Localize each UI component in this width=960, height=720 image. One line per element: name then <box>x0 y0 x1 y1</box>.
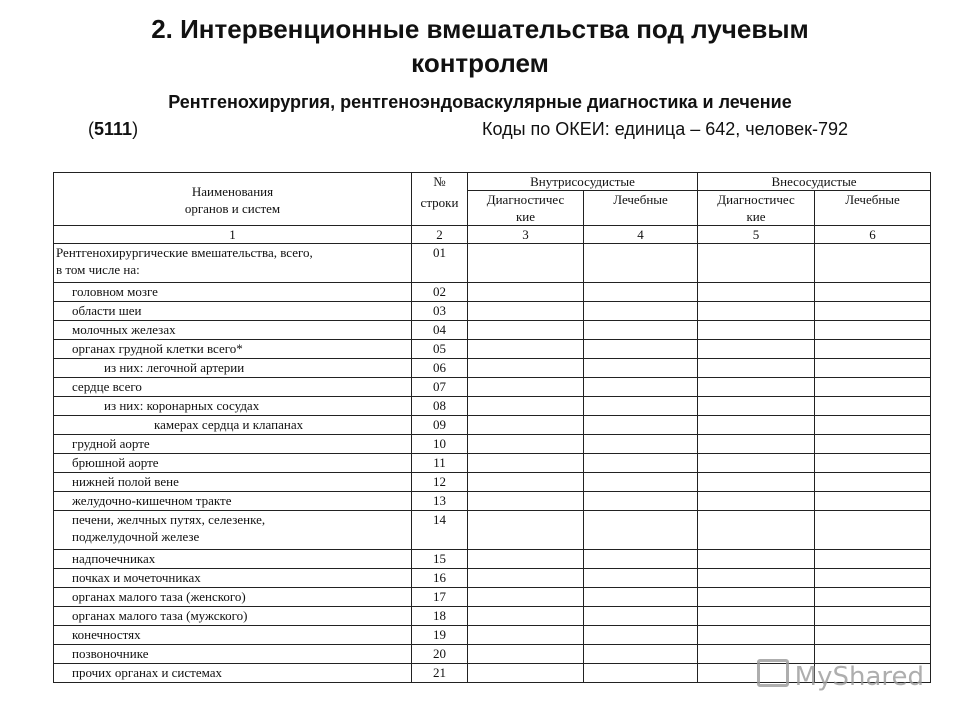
value-cell[interactable] <box>584 302 698 321</box>
row-name: конечностях <box>54 626 412 645</box>
value-cell[interactable] <box>815 283 931 302</box>
watermark <box>757 659 924 692</box>
row-code: 18 <box>412 607 468 626</box>
value-cell[interactable] <box>584 550 698 569</box>
table-row <box>54 492 931 511</box>
column-index: 3 <box>468 226 584 244</box>
value-cell[interactable] <box>468 607 584 626</box>
value-cell[interactable] <box>468 435 584 454</box>
header-extravascular: Внесосудистые <box>698 173 931 191</box>
value-cell[interactable] <box>584 473 698 492</box>
value-cell[interactable] <box>698 397 815 416</box>
value-cell[interactable] <box>815 435 931 454</box>
table-row <box>54 454 931 473</box>
value-cell[interactable] <box>698 626 815 645</box>
column-index: 4 <box>584 226 698 244</box>
code-value: 5111 <box>94 119 133 139</box>
value-cell[interactable] <box>815 492 931 511</box>
header-number-cell <box>412 173 468 226</box>
value-cell[interactable] <box>815 473 931 492</box>
table-row <box>54 626 931 645</box>
row-name: головном мозге <box>54 283 412 302</box>
row-code: 06 <box>412 359 468 378</box>
table-row <box>54 283 931 302</box>
value-cell[interactable] <box>468 626 584 645</box>
watermark-text: MyShared <box>794 662 924 692</box>
value-cell[interactable] <box>815 340 931 359</box>
row-name: органах малого таза (женского) <box>54 588 412 607</box>
value-cell[interactable] <box>584 492 698 511</box>
value-cell[interactable] <box>698 378 815 397</box>
row-code: 15 <box>412 550 468 569</box>
column-index: 2 <box>412 226 468 244</box>
table-row <box>54 511 931 550</box>
row-name: нижней полой вене <box>54 473 412 492</box>
column-index: 1 <box>54 226 412 244</box>
value-cell[interactable] <box>698 435 815 454</box>
table-row <box>54 378 931 397</box>
row-name-line-2: поджелудочной железе <box>72 529 200 544</box>
value-cell[interactable] <box>584 664 698 683</box>
column-index: 5 <box>698 226 815 244</box>
value-cell[interactable] <box>468 397 584 416</box>
value-cell[interactable] <box>815 588 931 607</box>
row-name: грудной аорте <box>54 435 412 454</box>
table-row <box>54 435 931 454</box>
header-extra-treatment: Лечебные <box>815 191 931 226</box>
presentation-icon <box>757 659 789 687</box>
value-cell[interactable] <box>468 664 584 683</box>
value-cell[interactable] <box>815 454 931 473</box>
value-cell[interactable] <box>698 511 815 550</box>
row-code: 13 <box>412 492 468 511</box>
value-cell[interactable] <box>815 511 931 550</box>
value-cell[interactable] <box>584 283 698 302</box>
diag-line-1: Диагностичес <box>486 192 565 207</box>
header-row-1 <box>54 173 931 191</box>
row-code: 16 <box>412 569 468 588</box>
diag-line-2: кие <box>746 209 766 224</box>
header-name-line-1: Наименования <box>191 184 274 199</box>
value-cell[interactable] <box>698 340 815 359</box>
value-cell[interactable] <box>698 416 815 435</box>
okei-codes: Коды по ОКЕИ: единица – 642, человек-792 <box>482 119 849 139</box>
value-cell[interactable] <box>815 607 931 626</box>
value-cell[interactable] <box>584 626 698 645</box>
value-cell[interactable] <box>698 588 815 607</box>
value-cell[interactable] <box>584 569 698 588</box>
row-name: камерах сердца и клапанах <box>54 416 412 435</box>
value-cell[interactable] <box>698 454 815 473</box>
row-name: органах грудной клетки всего* <box>54 340 412 359</box>
table-row <box>54 588 931 607</box>
table-row <box>54 302 931 321</box>
diag-line-2: кие <box>515 209 536 224</box>
page-subtitle: Рентгенохирургия, рентгеноэндоваскулярные диагностика и лечение <box>168 92 792 112</box>
value-cell[interactable] <box>468 321 584 340</box>
row-code: 11 <box>412 454 468 473</box>
row-code: 17 <box>412 588 468 607</box>
value-cell[interactable] <box>584 454 698 473</box>
value-cell[interactable] <box>468 378 584 397</box>
value-cell[interactable] <box>468 588 584 607</box>
value-cell[interactable] <box>698 244 815 283</box>
value-cell[interactable] <box>815 378 931 397</box>
value-cell[interactable] <box>815 302 931 321</box>
value-cell[interactable] <box>815 416 931 435</box>
value-cell[interactable] <box>698 550 815 569</box>
row-name-line-1: Рентгенохирургические вмешательства, всего, <box>56 245 313 260</box>
row-name <box>54 244 412 283</box>
page-title-line-2: контролем <box>411 48 549 78</box>
table-row <box>54 569 931 588</box>
row-name-line-2: в том числе на: <box>56 262 140 277</box>
value-cell[interactable] <box>584 340 698 359</box>
value-cell[interactable] <box>468 416 584 435</box>
form-table <box>53 172 931 683</box>
value-cell[interactable] <box>584 588 698 607</box>
row-code: 08 <box>412 397 468 416</box>
row-name: из них: коронарных сосудах <box>54 397 412 416</box>
table-row <box>54 397 931 416</box>
row-code: 01 <box>412 244 468 283</box>
value-cell[interactable] <box>698 569 815 588</box>
table-row <box>54 550 931 569</box>
page-title-line-1: 2. Интервенционные вмешательства под лучевым <box>151 14 809 44</box>
row-code: 09 <box>412 416 468 435</box>
table-row <box>54 473 931 492</box>
row-code: 05 <box>412 340 468 359</box>
value-cell[interactable] <box>468 359 584 378</box>
value-cell[interactable] <box>468 302 584 321</box>
row-name: брюшной аорте <box>54 454 412 473</box>
value-cell[interactable] <box>584 321 698 340</box>
value-cell[interactable] <box>584 416 698 435</box>
value-cell[interactable] <box>584 397 698 416</box>
table-row <box>54 244 931 283</box>
value-cell[interactable] <box>698 302 815 321</box>
table-row <box>54 359 931 378</box>
table-row <box>54 321 931 340</box>
row-code: 19 <box>412 626 468 645</box>
value-cell[interactable] <box>584 607 698 626</box>
row-name: молочных железах <box>54 321 412 340</box>
value-cell[interactable] <box>584 645 698 664</box>
row-code: 02 <box>412 283 468 302</box>
value-cell[interactable] <box>815 550 931 569</box>
value-cell[interactable] <box>468 569 584 588</box>
row-name <box>54 511 412 550</box>
row-name: области шеи <box>54 302 412 321</box>
value-cell[interactable] <box>468 492 584 511</box>
value-cell[interactable] <box>698 607 815 626</box>
column-index-row <box>54 226 931 244</box>
value-cell[interactable] <box>468 473 584 492</box>
row-code: 12 <box>412 473 468 492</box>
header-extra-diagnostic <box>698 191 815 226</box>
row-name: почках и мочеточниках <box>54 569 412 588</box>
value-cell[interactable] <box>815 569 931 588</box>
value-cell[interactable] <box>698 473 815 492</box>
row-code: 07 <box>412 378 468 397</box>
value-cell[interactable] <box>584 244 698 283</box>
header-number-label: строки <box>420 195 459 210</box>
value-cell[interactable] <box>698 359 815 378</box>
row-code: 20 <box>412 645 468 664</box>
row-name-line-1: печени, желчных путях, селезенке, <box>72 512 266 527</box>
row-name: сердце всего <box>54 378 412 397</box>
row-code: 10 <box>412 435 468 454</box>
header-number-sign: № <box>433 174 446 189</box>
header-name-line-2: органов и систем <box>184 201 281 216</box>
row-code: 14 <box>412 511 468 550</box>
header-intra-diagnostic <box>468 191 584 226</box>
code-close-paren: ) <box>132 119 139 139</box>
value-cell[interactable] <box>815 321 931 340</box>
table-row <box>54 416 931 435</box>
value-cell[interactable] <box>584 435 698 454</box>
value-cell[interactable] <box>584 511 698 550</box>
value-cell[interactable] <box>468 511 584 550</box>
value-cell[interactable] <box>468 283 584 302</box>
value-cell[interactable] <box>468 340 584 359</box>
value-cell[interactable] <box>584 378 698 397</box>
value-cell[interactable] <box>584 359 698 378</box>
row-code: 03 <box>412 302 468 321</box>
table-row <box>54 607 931 626</box>
row-code: 21 <box>412 664 468 683</box>
value-cell[interactable] <box>698 321 815 340</box>
value-cell[interactable] <box>468 550 584 569</box>
value-cell[interactable] <box>468 244 584 283</box>
form-code <box>88 116 138 142</box>
row-name: надпочечниках <box>54 550 412 569</box>
diag-line-1: Диагностичес <box>717 192 795 207</box>
value-cell[interactable] <box>815 626 931 645</box>
header-intra-treatment: Лечебные <box>584 191 698 226</box>
value-cell[interactable] <box>698 492 815 511</box>
value-cell[interactable] <box>698 283 815 302</box>
value-cell[interactable] <box>815 244 931 283</box>
row-code: 04 <box>412 321 468 340</box>
row-name: органах малого таза (мужского) <box>54 607 412 626</box>
value-cell[interactable] <box>815 359 931 378</box>
header-name-cell <box>54 173 412 226</box>
code-open-paren: ( <box>88 119 94 139</box>
row-name: из них: легочной артерии <box>54 359 412 378</box>
value-cell[interactable] <box>468 454 584 473</box>
header-intravascular: Внутрисосудистые <box>468 173 698 191</box>
table-row <box>54 340 931 359</box>
value-cell[interactable] <box>468 645 584 664</box>
column-index: 6 <box>815 226 931 244</box>
row-name: прочих органах и системах <box>54 664 412 683</box>
value-cell[interactable] <box>815 397 931 416</box>
row-name: желудочно-кишечном тракте <box>54 492 412 511</box>
row-name: позвоночнике <box>54 645 412 664</box>
